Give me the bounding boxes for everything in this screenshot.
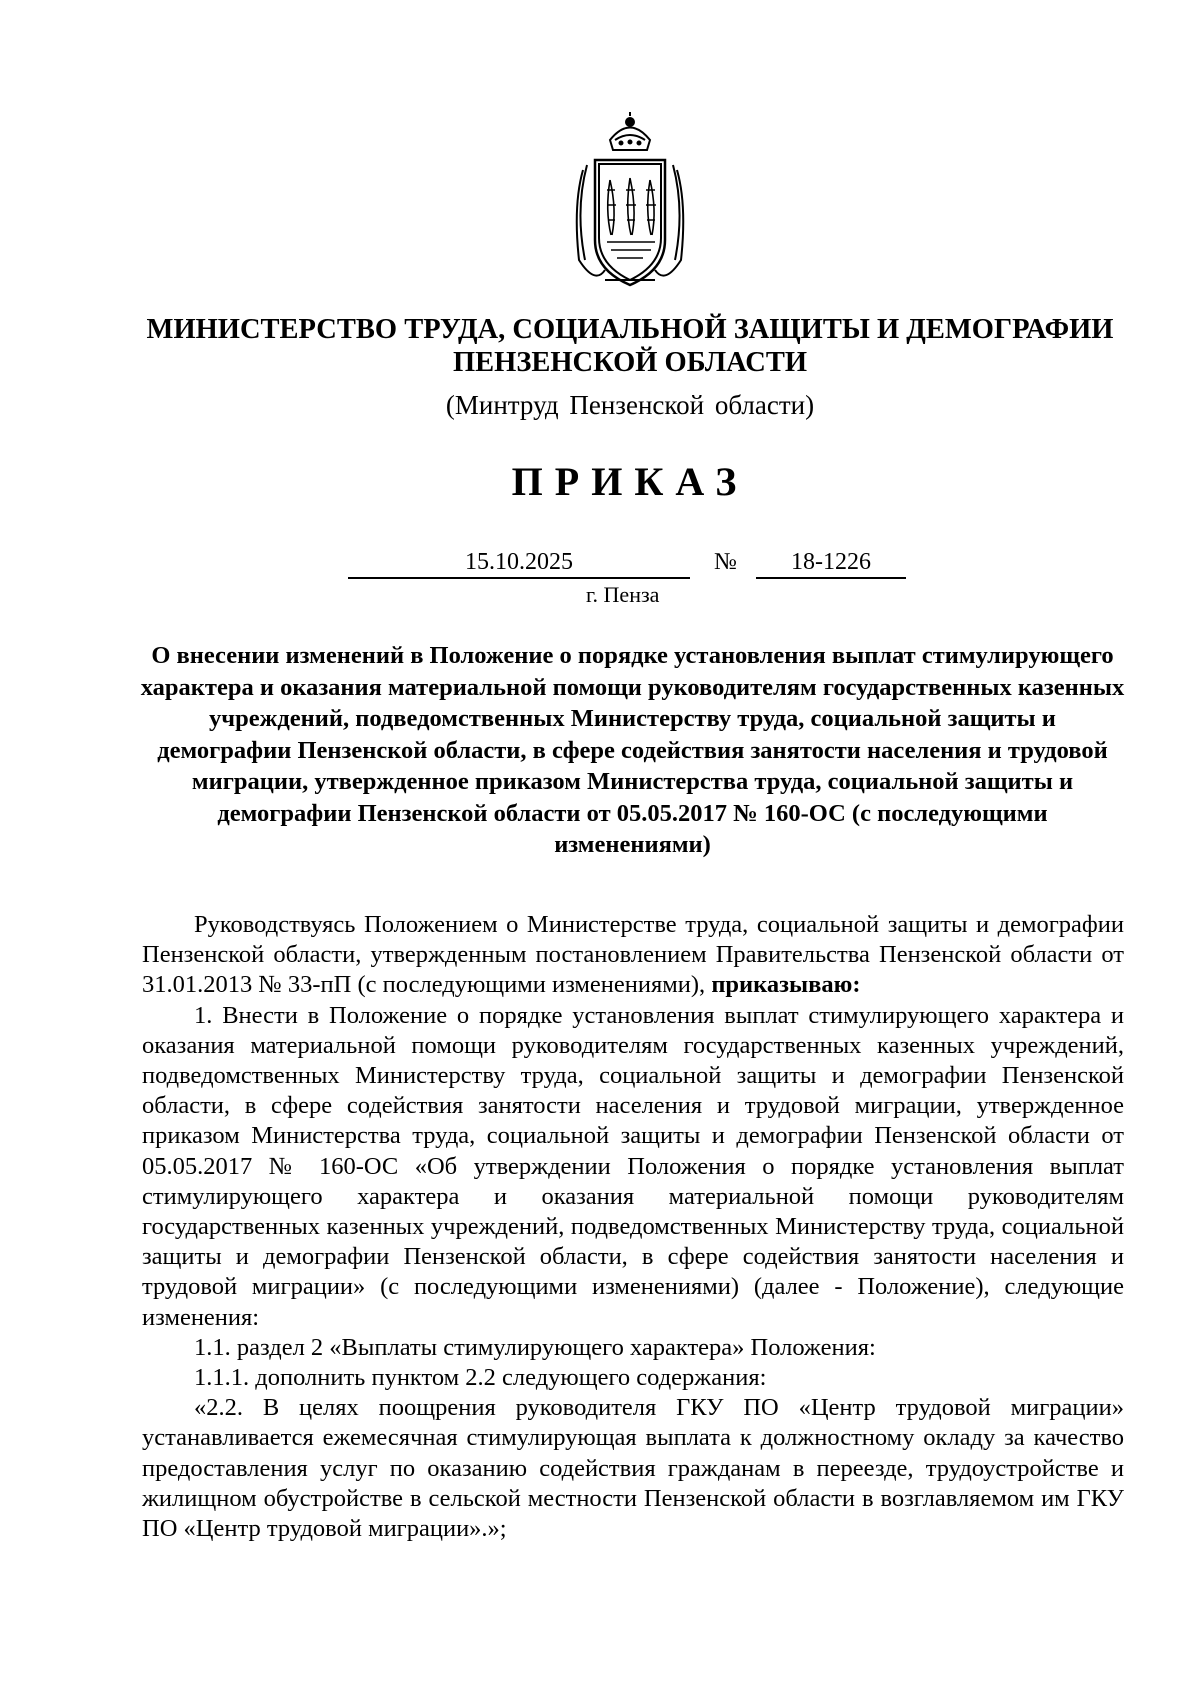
paragraph-2-2: «2.2. В целях поощрения руководителя ГКУ ПО «Центр трудовой миграции» устанавливается ежемесячная стимулирующая выплата к должностному окладу за качество предоставления услуг по оказанию содействия гражданам в переезде, трудоустройстве и жилищном обустройстве в сельской местности Пензенской области в возглавляемом им ГКУ ПО «Центр трудовой миграции».»; bbox=[142, 1394, 1124, 1543]
order-number: 18-1226 bbox=[756, 547, 906, 579]
order-body bbox=[142, 910, 1124, 1544]
ministry-name-line-2: ПЕНЗЕНСКОЙ ОБЛАСТИ bbox=[452, 347, 808, 378]
order-subject-heading: О внесении изменений в Положение о порядке установления выплат стимулирующего характера и оказания материальной помощи руководителям государственных казенных учреждений, подведомственных Министерству труда, социальной защиты и демографии Пензенской области, в сфере содействия занятости населения и трудовой миграции, утвержденное приказом Министерства труда, социальной защиты и демографии Пензенской области от 05.05.2017 № 160-ОС (с последующими изменениями) bbox=[140, 642, 1125, 858]
paragraph-1: 1. Внести в Положение о порядке установления выплат стимулирующего характера и оказания материальной помощи руководителям государственных казенных учреждений, подведомственных Министерству труда, социальной защиты и демографии Пензенской области, в сфере содействия занятости населения и трудовой миграции, утвержденное приказом Министерства труда, социальной защиты и демографии Пензенской области от 05.05.2017 № 160-ОС «Об утверждении Положения о порядке установления выплат стимулирующего характера и оказания материальной помощи руководителям государственных казенных учреждений, подведомственных Министерству труда, социальной защиты и демографии Пензенской области, в сфере содействия занятости населения и трудовой миграции» (с последующими изменениями) (далее - Положение), следующие изменения: bbox=[142, 1001, 1124, 1331]
coat-of-arms-emblem bbox=[565, 110, 695, 295]
preamble-text: Руководствуясь Положением о Министерстве труда, социальной защиты и демографии Пензенской области, утвержденным постановлением Правительства Пензенской области от 31.01.2013 № 33-пП (с последующими изменениями), bbox=[142, 911, 1124, 999]
number-sign: № bbox=[714, 549, 737, 575]
ministry-short-name: (Минтруд Пензенской области) bbox=[445, 390, 815, 420]
document-type-title: ПРИКАЗ bbox=[511, 459, 749, 504]
paragraph-1-1: 1.1. раздел 2 «Выплаты стимулирующего характера» Положения: bbox=[194, 1333, 876, 1361]
order-date: 15.10.2025 bbox=[348, 547, 690, 579]
order-city: г. Пенза bbox=[586, 582, 660, 607]
paragraph-1-1-1: 1.1.1. дополнить пунктом 2.2 следующего содержания: bbox=[194, 1364, 767, 1392]
preamble-paragraph bbox=[142, 910, 1124, 1001]
ministry-name-line-1: МИНИСТЕРСТВО ТРУДА, СОЦИАЛЬНОЙ ЗАЩИТЫ И ДЕМОГРАФИИ bbox=[146, 314, 1114, 345]
order-word: приказываю: bbox=[711, 971, 861, 999]
